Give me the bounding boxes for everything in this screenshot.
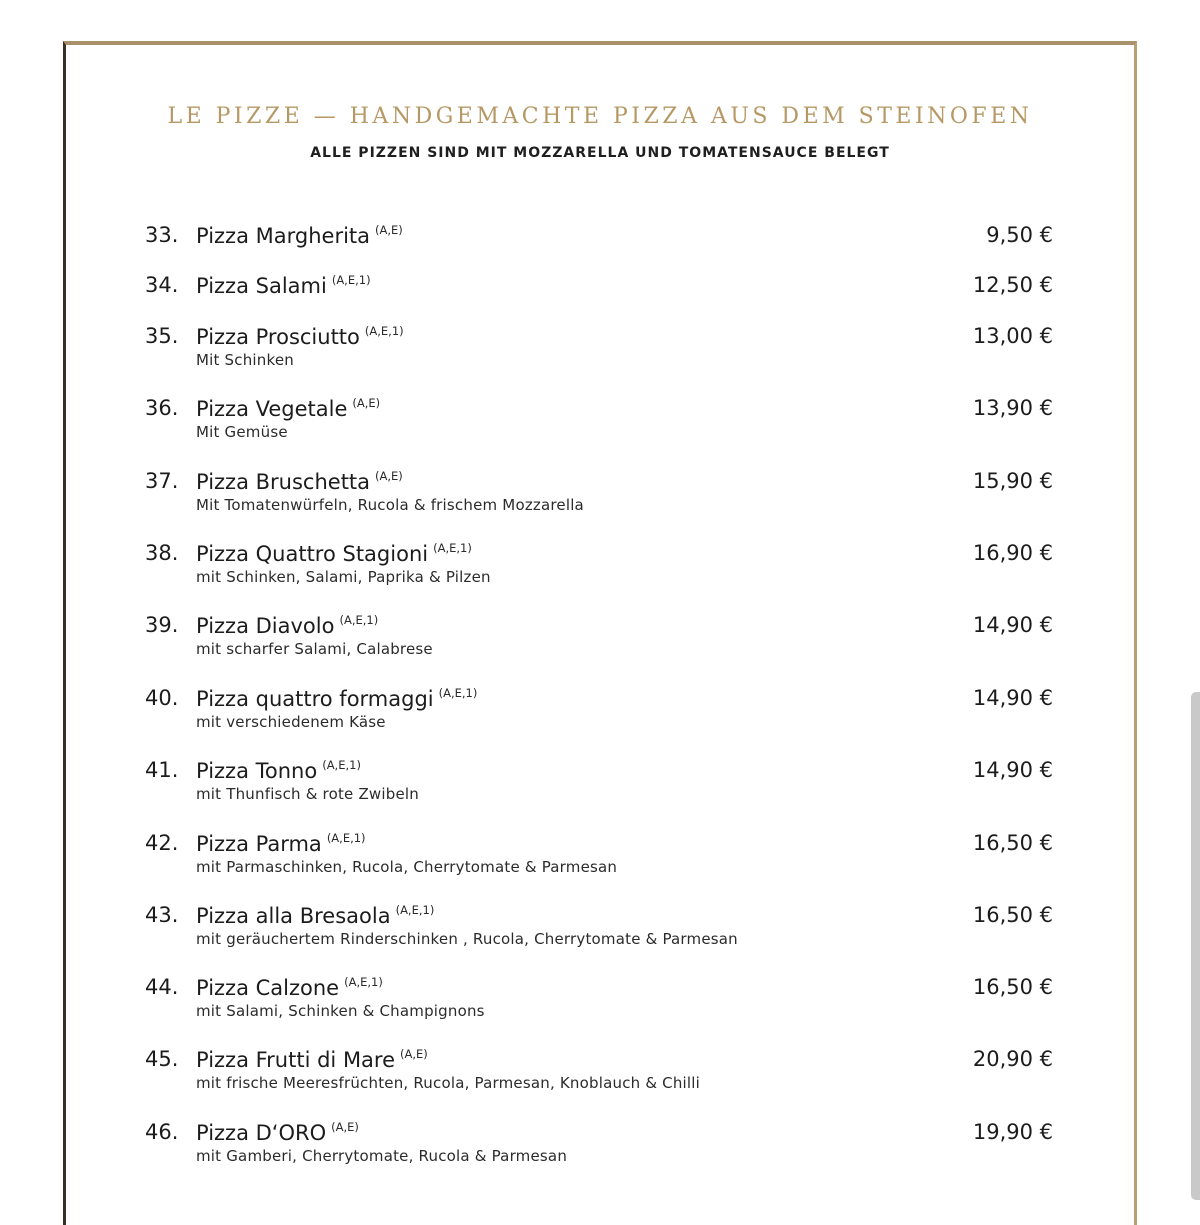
menu-item [0, 758, 1200, 818]
menu-item-description: mit Schinken, Salami, Paprika & Pilzen [196, 568, 491, 586]
menu-item [0, 1120, 1200, 1180]
menu-section-subtitle: ALLE PIZZEN SIND MIT MOZZARELLA UND TOMATENSAUCE BELEGT [310, 145, 890, 161]
menu-section-title: LE PIZZE — HANDGEMACHTE PIZZA AUS DEM STEINOFEN [167, 104, 1033, 129]
menu-item-name-line [196, 469, 403, 494]
menu-item-price: 12,50 € [972, 273, 1053, 297]
menu-item-name: Pizza Parma [196, 832, 322, 856]
menu-item-number: 45. [145, 1047, 179, 1071]
menu-item-name: Pizza Tonno [196, 759, 318, 783]
menu-item-description: mit verschiedenem Käse [196, 713, 386, 731]
menu-item-price: 16,50 € [972, 975, 1053, 999]
menu-item-allergens: (A,E,1) [433, 541, 472, 555]
menu-item-allergens: (A,E,1) [331, 273, 371, 287]
menu-item [0, 1047, 1200, 1107]
menu-item-allergens: (A,E) [375, 469, 403, 483]
menu-item-number: 39. [145, 613, 179, 637]
menu-item-allergens: (A,E,1) [364, 324, 404, 338]
menu-item-number: 38. [145, 541, 179, 565]
menu-item-name-line [196, 686, 477, 711]
menu-item [0, 975, 1200, 1035]
menu-item [0, 613, 1200, 673]
menu-item-description: Mit Tomatenwürfeln, Rucola & frischem Mozzarella [196, 496, 584, 514]
menu-item-number: 46. [145, 1120, 179, 1144]
menu-item-description: mit Gamberi, Cherrytomate, Rucola & Parmesan [196, 1147, 568, 1165]
menu-item [0, 903, 1200, 963]
menu-item-name: Pizza quattro formaggi [196, 687, 434, 711]
menu-item-number: 41. [145, 758, 179, 782]
menu-item-price: 14,90 € [972, 686, 1053, 710]
menu-item-name: Pizza Quattro Stagioni [196, 542, 429, 566]
menu-item-name-line [196, 324, 404, 349]
menu-item-allergens: (A,E) [400, 1047, 428, 1061]
menu-item-allergens: (A,E,1) [322, 758, 361, 772]
menu-item-price: 16,50 € [972, 903, 1053, 927]
menu-item-name-line [196, 396, 380, 421]
menu-item-allergens: (A,E,1) [438, 686, 478, 700]
menu-item [0, 686, 1200, 746]
menu-item [0, 541, 1200, 601]
menu-item-name-line [196, 541, 472, 566]
menu-item-name-line [196, 975, 383, 1000]
menu-item-number: 43. [145, 903, 179, 927]
menu-item-number: 36. [145, 396, 179, 420]
menu-item-name-line [196, 223, 403, 248]
menu-item-description: mit scharfer Salami, Calabrese [196, 640, 433, 658]
menu-item-name-line [196, 1047, 428, 1072]
menu-item-name-line [196, 273, 371, 298]
menu-item-price: 16,50 € [972, 831, 1053, 855]
top-band [0, 0, 1200, 42]
menu-item-name: Pizza Bruschetta [196, 470, 371, 494]
menu-item-price: 14,90 € [972, 758, 1053, 782]
menu-item-number: 40. [145, 686, 179, 710]
menu-item [0, 469, 1200, 529]
menu-item-description: mit Parmaschinken, Rucola, Cherrytomate & Parmesan [196, 858, 618, 876]
menu-item [0, 831, 1200, 891]
menu-item-name: Pizza Prosciutto [196, 325, 360, 349]
menu-item-allergens: (A,E,1) [344, 975, 383, 989]
menu-item-name-line [196, 831, 366, 856]
menu-item-price: 13,00 € [972, 324, 1053, 348]
menu-item-price: 19,90 € [972, 1120, 1053, 1144]
menu-item [0, 324, 1200, 384]
menu-item-number: 42. [145, 831, 179, 855]
menu-item-name-line [196, 758, 361, 783]
menu-item [0, 396, 1200, 456]
menu-item-price: 14,90 € [972, 613, 1053, 637]
menu-item-allergens: (A,E,1) [339, 613, 379, 627]
menu-item-number: 44. [145, 975, 179, 999]
menu-item-description: Mit Schinken [196, 351, 294, 369]
menu-item-description: mit geräuchertem Rinderschinken , Rucola, Cherrytomate & Parmesan [196, 930, 738, 948]
menu-item-allergens: (A,E) [352, 396, 381, 410]
menu-item-description: mit Thunfisch & rote Zwibeln [196, 785, 419, 803]
menu-item-name: Pizza Salami [196, 274, 327, 298]
menu-item-description: mit Salami, Schinken & Champignons [196, 1002, 485, 1020]
menu-item-description: mit frische Meeresfrüchten, Rucola, Parmesan, Knoblauch & Chilli [196, 1074, 701, 1092]
menu-item-price: 16,90 € [972, 541, 1053, 565]
menu-item-allergens: (A,E,1) [395, 903, 435, 917]
menu-item-name: Pizza D‘ORO [196, 1121, 327, 1145]
menu-item-name: Pizza alla Bresaola [196, 904, 391, 928]
menu-item-number: 37. [145, 469, 179, 493]
menu-item-name: Pizza Calzone [196, 976, 340, 1000]
menu-item-name-line [196, 1120, 359, 1145]
menu-item-price: 20,90 € [972, 1047, 1053, 1071]
menu-item-number: 34. [145, 273, 179, 297]
menu-item-allergens: (A,E) [375, 223, 403, 237]
menu-item-name-line [196, 613, 378, 638]
menu-item-name-line [196, 903, 434, 928]
menu-item-name: Pizza Margherita [196, 224, 371, 248]
menu-item-name: Pizza Vegetale [196, 397, 348, 421]
menu-item-number: 35. [145, 324, 179, 348]
menu-item-price: 9,50 € [986, 223, 1053, 247]
menu-item-name: Pizza Diavolo [196, 614, 335, 638]
menu-item-price: 13,90 € [972, 396, 1053, 420]
menu-item-allergens: (A,E) [331, 1120, 359, 1134]
menu-item-name: Pizza Frutti di Mare [196, 1048, 396, 1072]
menu-item-price: 15,90 € [972, 469, 1053, 493]
menu-item-number: 33. [145, 223, 179, 247]
menu-item-description: Mit Gemüse [196, 423, 288, 441]
menu-item-allergens: (A,E,1) [326, 831, 366, 845]
